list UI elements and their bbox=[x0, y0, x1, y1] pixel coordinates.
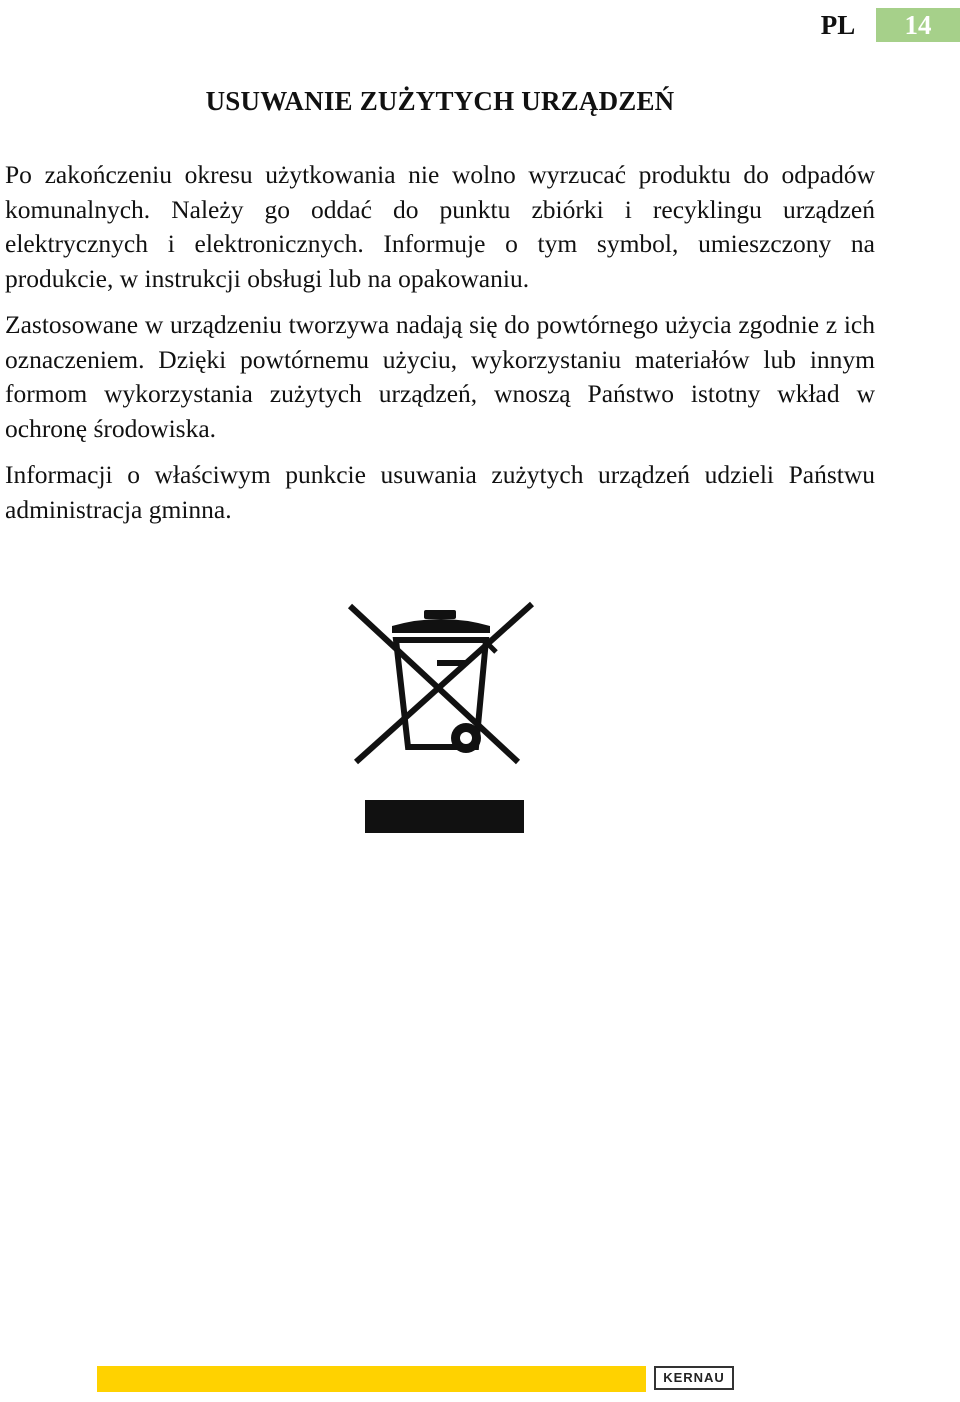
footer-accent-bar bbox=[97, 1366, 646, 1392]
brand-logo: KERNAU bbox=[654, 1366, 734, 1390]
language-label: PL bbox=[820, 10, 856, 40]
paragraph-disposal: Po zakończeniu okresu użytkowania nie wolno wyrzucać produktu do odpadów komunalnych. Należy go oddać do punktu zbiórki i recyklingu urządzeń elektrycznych i elektronicznych. Informuje o tym symbol, umieszczony na produkcie, w instrukcji obsługi lub na opakowaniu. bbox=[5, 160, 875, 293]
paragraph-info: Informacji o właściwym punkcie usuwania zużytych urządzeń udzieli Państwu administracja gminna. bbox=[5, 460, 875, 524]
body-text bbox=[5, 158, 875, 539]
crossed-out-wheelie-bin-icon bbox=[344, 600, 536, 840]
page-title: USUWANIE ZUŻYTYCH URZĄDZEŃ bbox=[205, 86, 675, 116]
paragraph-recycling: Zastosowane w urządzeniu tworzywa nadają się do powtórnego użycia zgodnie z ich oznaczeniem. Dzięki powtórnemu użyciu, wykorzystaniu materiałów lub innym formom wykorzystania zużytych urządzeń, wnoszą Państwo istotny wkład w ochronę środowiska. bbox=[5, 310, 875, 443]
page-number-badge: 14 bbox=[876, 8, 960, 42]
